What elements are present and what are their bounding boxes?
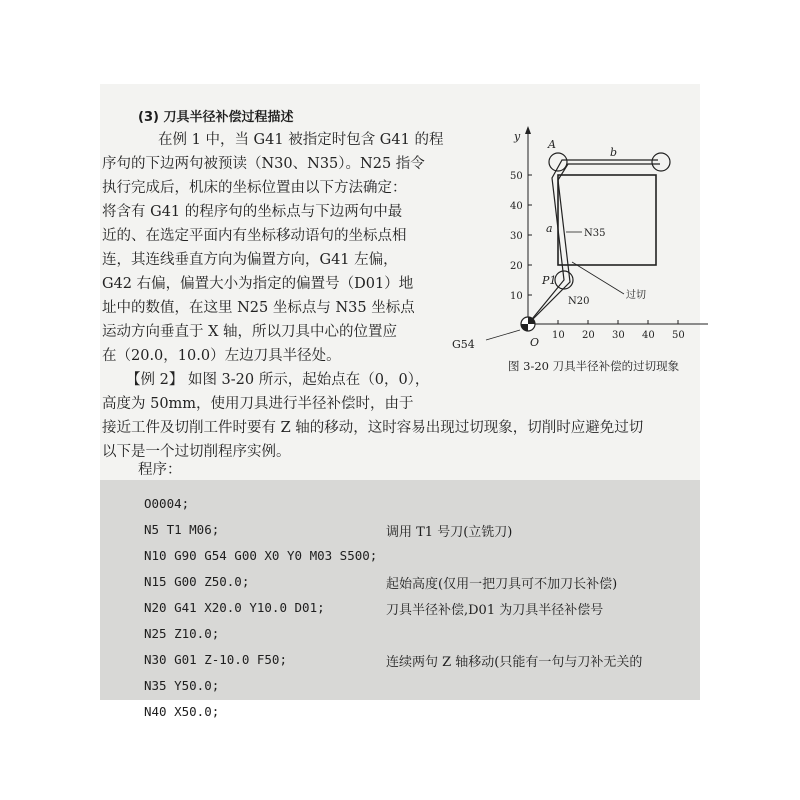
y-tick-label: 50 bbox=[510, 171, 523, 182]
paragraph-line: 运动方向垂直于 X 轴，所以刀具中心的位置应 bbox=[102, 324, 398, 340]
paragraph-line: 在（20.0，10.0）左边刀具半径处。 bbox=[102, 348, 341, 364]
program-label: 程序： bbox=[138, 462, 182, 478]
workpiece-outline bbox=[558, 175, 656, 265]
paragraph-line: 址中的数值，在这里 N25 坐标点与 N35 坐标点 bbox=[102, 300, 415, 316]
section-title: (3) 刀具半径补偿过程描述 bbox=[138, 110, 294, 125]
code-line: N40 X50.0; bbox=[144, 704, 220, 719]
code-listing bbox=[100, 480, 700, 719]
paragraph-line: 序句的下边两句被预读（N30、N35）。N25 指令 bbox=[102, 156, 425, 172]
y-tick-label: 40 bbox=[510, 201, 523, 212]
code-line: N10 G90 G54 G00 X0 Y0 M03 S500; bbox=[144, 548, 378, 563]
paragraph-line: 将含有 G41 的程序句的坐标点与下边两句中最 bbox=[102, 204, 403, 220]
code-line: O0004; bbox=[144, 496, 190, 511]
code-comment: 连续两句 Z 轴移动(只能有一句与刀补无关的 bbox=[386, 655, 643, 670]
y-axis-arrow bbox=[525, 126, 531, 134]
paragraph-line: 高度为 50mm，使用刀具进行半径补偿时，由于 bbox=[102, 396, 414, 412]
y-tick-label: 30 bbox=[510, 231, 523, 242]
code-comment: 起始高度(仅用一把刀具可不加刀长补偿) bbox=[386, 577, 618, 592]
x-tick-label: 40 bbox=[642, 330, 655, 341]
y-axis-label: y bbox=[514, 130, 521, 143]
code-line: N5 T1 M06; bbox=[144, 522, 220, 537]
paragraph-line: 在例 1 中，当 G41 被指定时包含 G41 的程 bbox=[158, 132, 444, 148]
paragraph-line: G42 右偏，偏置大小为指定的偏置号（D01）地 bbox=[102, 276, 414, 292]
code-comment: 调用 T1 号刀(立铣刀) bbox=[386, 525, 513, 540]
paragraph-line: 连，其连线垂直方向为偏置方向，G41 左偏， bbox=[102, 252, 398, 268]
label-n20: N20 bbox=[568, 296, 590, 307]
label-a: a bbox=[546, 222, 553, 235]
paragraph-line: 接近工件及切削工件时要有 Z 轴的移动，这时容易出现过切现象，切削时应避免过切 bbox=[102, 420, 644, 436]
code-line: N20 G41 X20.0 Y10.0 D01; bbox=[144, 600, 325, 615]
code-line: N35 Y50.0; bbox=[144, 678, 220, 693]
y-tick-label: 10 bbox=[510, 291, 523, 302]
label-overcut: 过切 bbox=[626, 290, 646, 301]
g54-label: G54 bbox=[452, 338, 475, 351]
x-tick-label: 10 bbox=[552, 330, 565, 341]
x-tick-label: 30 bbox=[612, 330, 625, 341]
label-A: A bbox=[548, 138, 556, 151]
x-tick-label: 50 bbox=[672, 330, 685, 341]
label-p1: P1 bbox=[542, 274, 557, 287]
paragraph-line: 近的、在选定平面内有坐标移动语句的坐标点相 bbox=[102, 228, 407, 244]
x-tick-label: 20 bbox=[582, 330, 595, 341]
label-n35: N35 bbox=[584, 228, 606, 239]
paragraph-line: 以下是一个过切削程序实例。 bbox=[102, 444, 291, 460]
label-b: b bbox=[610, 146, 618, 159]
figure-caption: 图 3-20 刀具半径补偿的过切现象 bbox=[508, 359, 680, 373]
paragraph-line: 执行完成后，机床的坐标位置由以下方法确定： bbox=[102, 180, 407, 196]
code-line: N15 G00 Z50.0; bbox=[144, 574, 250, 589]
tool-circle-b bbox=[652, 153, 670, 171]
y-tick-label: 20 bbox=[510, 261, 523, 272]
origin-label: O bbox=[530, 336, 540, 349]
paragraph-line: 【例 2】 如图 3-20 所示，起始点在（0，0）， bbox=[126, 372, 430, 388]
book-page bbox=[100, 84, 700, 719]
code-line: N30 G01 Z-10.0 F50; bbox=[144, 652, 287, 667]
code-line: N25 Z10.0; bbox=[144, 626, 220, 641]
code-comment: 刀具半径补偿,D01 为刀具半径补偿号 bbox=[386, 603, 604, 618]
